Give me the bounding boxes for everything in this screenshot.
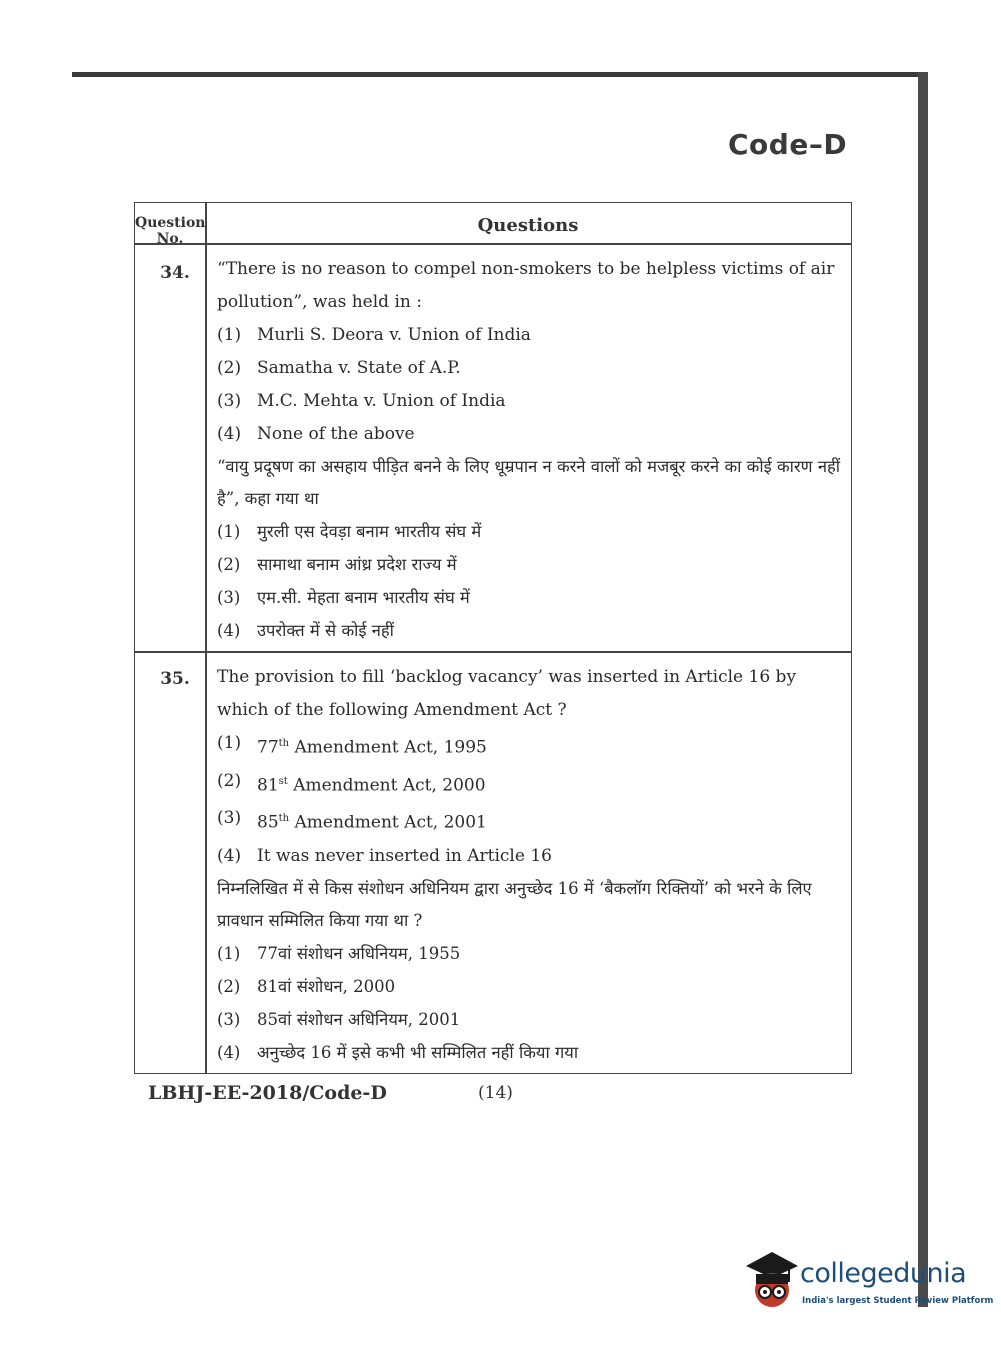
scan-edge-top — [72, 72, 928, 77]
watermark-tagline: India's largest Student Review Platform — [802, 1296, 994, 1306]
question-stem-en: The provision to fill ‘backlog vacancy’ was inserted in Article 16 by which of the following Amendment Act ? — [217, 667, 797, 720]
question-stem-en: “There is no reason to compel non-smokers to be helpless victims of air pollution”, was held in : — [217, 259, 835, 312]
option-3: (3) 85th Amendment Act, 2001 — [217, 808, 487, 833]
question-number: 34. — [160, 263, 190, 283]
option-4: (4) None of the above — [217, 424, 415, 444]
option-2-hi: (2) सामाथा बनाम आंध्र प्रदेश राज्य में — [217, 555, 457, 574]
option-2-hi: (2) 81वां संशोधन, 2000 — [217, 976, 396, 996]
option-2: (2) 81st Amendment Act, 2000 — [217, 770, 486, 796]
paper-code: Code–D — [728, 128, 848, 161]
question-stem-hi: निम्नलिखित में से किस संशोधन अधिनियम द्वारा अनुच्छेद 16 में ‘बैकलॉग रिक्तियों’ को भरने के लिए प्रावधान सम्मिलित किया गया था ? — [217, 878, 812, 930]
collegedunia-watermark — [742, 1250, 994, 1320]
mascot-icon — [742, 1250, 800, 1314]
scan-edge-right — [918, 72, 928, 1307]
question-35 — [217, 661, 845, 1069]
option-1: (1) Murli S. Deora v. Union of India — [217, 325, 531, 345]
option-3: (3) M.C. Mehta v. Union of India — [217, 391, 506, 411]
option-4-hi: (4) उपरोक्त में से कोई नहीं — [217, 621, 394, 640]
option-3-hi: (3) 85वां संशोधन अधिनियम, 2001 — [217, 1009, 461, 1029]
header-questions: Questions — [477, 215, 579, 236]
page-number: (14) — [478, 1083, 513, 1103]
watermark-name: collegedunia — [800, 1258, 967, 1289]
option-1-hi: (1) मुरली एस देवड़ा बनाम भारतीय संघ में — [217, 522, 482, 541]
option-2: (2) Samatha v. State of A.P. — [217, 358, 461, 378]
question-34 — [217, 253, 845, 647]
option-1: (1) 77th Amendment Act, 1995 — [217, 733, 487, 758]
option-4-hi: (4) अनुच्छेद 16 में इसे कभी भी सम्मिलित नहीं किया गया — [217, 1042, 579, 1062]
option-1-hi: (1) 77वां संशोधन अधिनियम, 1955 — [217, 943, 461, 963]
footer-paper-code: LBHJ-EE-2018/Code-D — [148, 1082, 387, 1104]
header-question-no: Question No. — [135, 215, 206, 247]
option-4: (4) It was never inserted in Article 16 — [217, 845, 552, 866]
column-divider — [205, 203, 207, 1073]
header-divider — [135, 243, 851, 245]
question-table — [134, 202, 852, 1074]
row-divider — [135, 651, 851, 653]
question-number: 35. — [160, 669, 190, 689]
question-stem-hi: “वायु प्रदूषण का असहाय पीड़ित बनने के लिए धूम्रपान न करने वालों को मजबूर करने का कोई कारण नहीं है”, कहा गया था — [217, 457, 841, 508]
option-3-hi: (3) एम.सी. मेहता बनाम भारतीय संघ में — [217, 588, 470, 607]
